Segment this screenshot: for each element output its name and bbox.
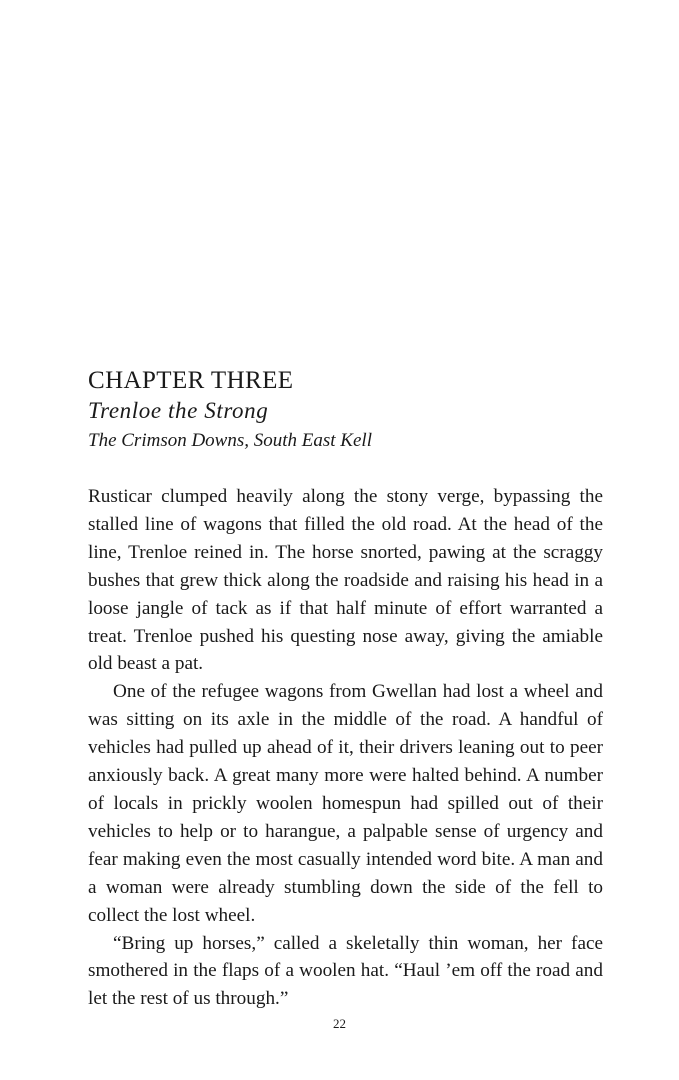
chapter-heading	[88, 366, 608, 456]
paragraph: “Bring up horses,” called a skeletally thin woman, her face smothered in the flaps of a woolen hat. “Haul ’em off the road and let the rest of us through.”	[88, 932, 603, 1010]
paragraph: Rusticar clumped heavily along the stony verge, bypassing the stalled line of wagons that filled the old road. At the head of the line, Trenloe reined in. The horse snorted, pawing at the scraggy bushes that grew thick along the roadside and raising his head in a loose jangle of tack as if that half minute of effort warranted a treat. Trenloe pushed his questing nose away, giving the amiable old beast a pat.	[88, 486, 603, 675]
body-text	[88, 483, 603, 1013]
page-number: 22	[333, 1016, 346, 1031]
chapter-title: Trenloe the Strong	[88, 398, 269, 423]
chapter-location: The Crimson Downs, South East Kell	[88, 430, 372, 451]
paragraph: One of the refugee wagons from Gwellan had lost a wheel and was sitting on its axle in the middle of the road. A handful of vehicles had pulled up ahead of it, their drivers leaning out to peer anxiously back. A great many more were halted behind. A number of locals in prickly woolen homespun had spilled out of their vehicles to help or to harangue, a palpable sense of urgency and fear making even the most casually intended word bite. A man and a woman were already stumbling down the side of the fell to collect the lost wheel.	[88, 681, 603, 926]
chapter-number: CHAPTER THREE	[88, 367, 294, 394]
